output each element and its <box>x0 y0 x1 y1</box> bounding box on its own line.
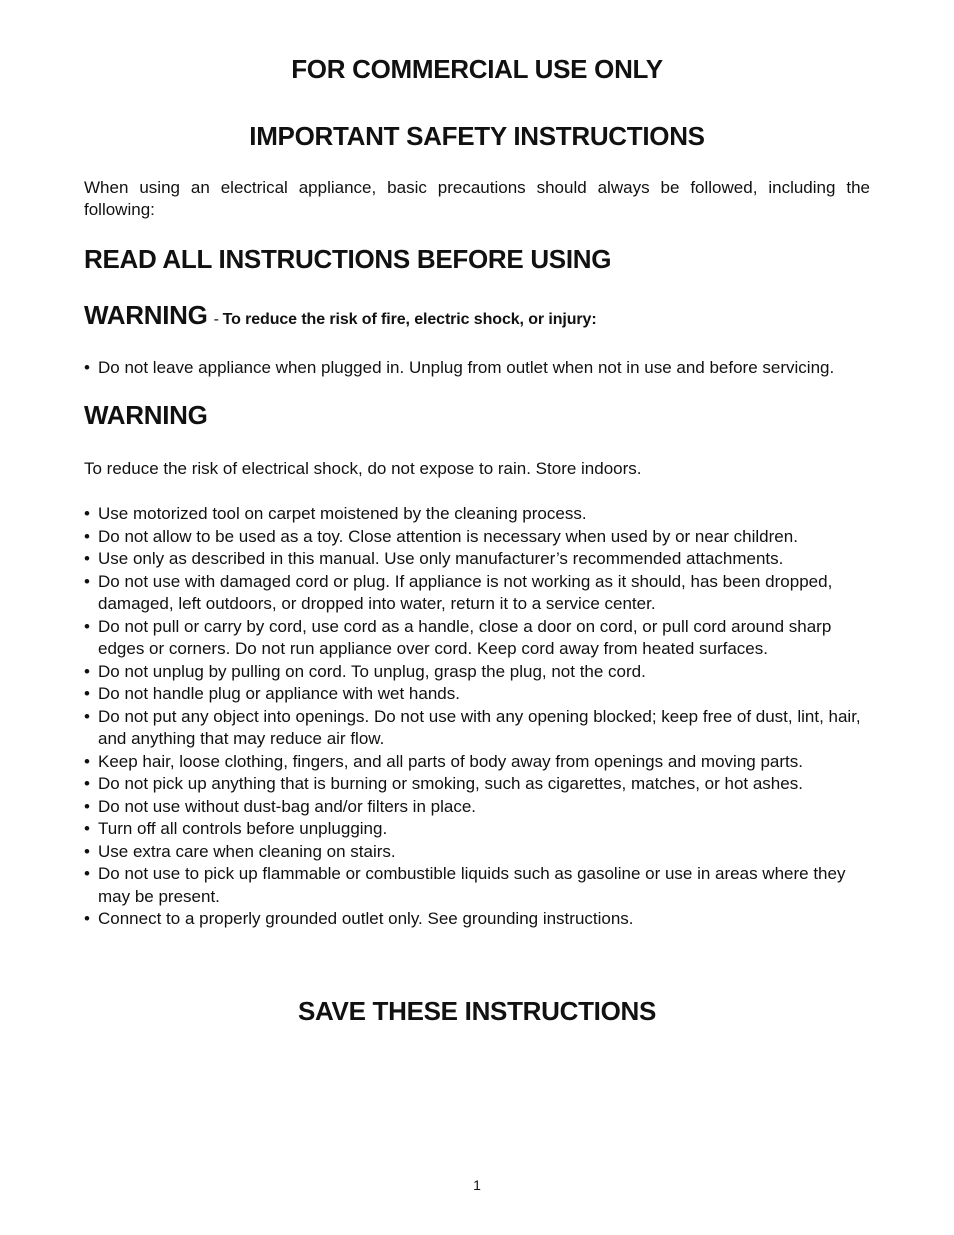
intro-paragraph: When using an electrical appliance, basic precautions should always be followed, including the following: <box>84 178 870 219</box>
list-item <box>84 661 874 684</box>
list-item <box>84 503 874 526</box>
list-item-text: Do not pull or carry by cord, use cord as a handle, close a door on cord, or pull cord around sharp edges or corners. Do not run appliance over cord. Keep cord away from heated surfaces. <box>98 616 832 658</box>
bullet-icon: • <box>84 909 90 928</box>
list-item <box>84 616 874 661</box>
list-item-text: Do not put any object into openings. Do not use with any opening blocked; keep free of dust, lint, hair, and anything that may reduce air flow. <box>98 706 861 748</box>
save-instructions-title: SAVE THESE INSTRUCTIONS <box>297 996 657 1026</box>
bullet-icon: • <box>84 706 90 726</box>
list-item <box>84 773 874 796</box>
list-item-text: Do not unplug by pulling on cord. To unplug, grasp the plug, not the cord. <box>98 661 646 681</box>
read-all-heading: READ ALL INSTRUCTIONS BEFORE USING <box>84 244 612 274</box>
list-item-text: Do not pick up anything that is burning or smoking, such as cigarettes, matches, or hot ashes. <box>98 774 803 793</box>
bullet-icon: • <box>84 796 90 816</box>
bullet-icon: • <box>84 774 90 793</box>
bullet-icon: • <box>84 616 90 636</box>
bullet-icon: • <box>84 571 90 591</box>
bullet-icon: • <box>84 504 90 523</box>
list-item-text: Connect to a properly grounded outlet only. See grounding instructions. <box>98 909 634 928</box>
list-item <box>84 683 874 706</box>
safety-instructions-title: IMPORTANT SAFETY INSTRUCTIONS <box>249 121 705 151</box>
list-item <box>84 863 874 908</box>
warning-dash: - <box>213 311 219 328</box>
list-item <box>84 357 874 380</box>
bullet-icon: • <box>84 358 90 377</box>
list-item-text: Do not handle plug or appliance with wet hands. <box>98 684 460 703</box>
list-item-text: Do not use to pick up flammable or combustible liquids such as gasoline or use in areas where they may be present. <box>98 864 846 906</box>
list-item <box>84 526 874 549</box>
list-item <box>84 751 874 774</box>
list-item-text: Use only as described in this manual. Use only manufacturer’s recommended attachments. <box>98 549 784 568</box>
warning-heading-1 <box>84 300 597 331</box>
list-item <box>84 571 874 616</box>
list-item <box>84 706 874 751</box>
bullet-icon: • <box>84 819 90 838</box>
bullet-icon: • <box>84 526 90 546</box>
list-item-text: Turn off all controls before unplugging. <box>98 819 388 838</box>
commercial-use-title: FOR COMMERCIAL USE ONLY <box>291 54 663 84</box>
warning-1-bullet-list <box>84 357 874 380</box>
warning-label: WARNING <box>84 300 208 330</box>
rain-warning-text: To reduce the risk of electrical shock, do not expose to rain. Store indoors. <box>84 459 642 478</box>
bullet-icon: • <box>84 684 90 703</box>
list-item-text: Do not use with damaged cord or plug. If appliance is not working as it should, has been dropped, damaged, left outdoors, or dropped into water, return it to a service center. <box>98 571 833 613</box>
list-item <box>84 908 874 931</box>
bullet-icon: • <box>84 841 90 861</box>
list-item-text: Do not use without dust-bag and/or filters in place. <box>98 796 476 816</box>
list-item-text: Keep hair, loose clothing, fingers, and all parts of body away from openings and moving parts. <box>98 751 803 771</box>
warning-subtitle: To reduce the risk of fire, electric shock, or injury: <box>222 311 597 328</box>
list-item-text: Use motorized tool on carpet moistened by the cleaning process. <box>98 504 587 523</box>
warning-heading-2: WARNING <box>84 400 208 430</box>
bullet-icon: • <box>84 751 90 771</box>
bullet-icon: • <box>84 661 90 681</box>
list-item-text: Do not allow to be used as a toy. Close attention is necessary when used by or near children. <box>98 526 798 546</box>
list-item-text: Use extra care when cleaning on stairs. <box>98 841 396 861</box>
bullet-icon: • <box>84 864 90 883</box>
list-item <box>84 796 874 819</box>
list-item-text: Do not leave appliance when plugged in. Unplug from outlet when not in use and before servicing. <box>98 358 835 377</box>
list-item <box>84 548 874 571</box>
page-number: 1 <box>473 1177 481 1193</box>
list-item <box>84 818 874 841</box>
list-item <box>84 841 874 864</box>
safety-bullet-list <box>84 503 874 931</box>
bullet-icon: • <box>84 549 90 568</box>
